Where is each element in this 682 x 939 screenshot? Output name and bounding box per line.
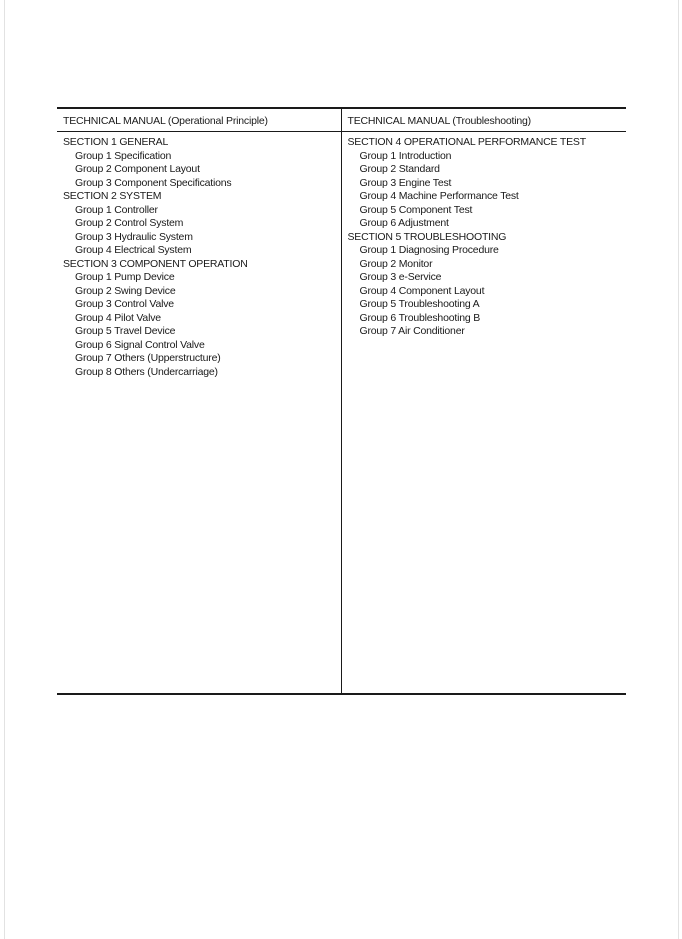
section-heading: SECTION 1 GENERAL — [63, 136, 169, 148]
group-item: Group 2 Standard — [359, 163, 440, 175]
group-item: Group 3 Control Valve — [75, 298, 174, 310]
group-item: Group 7 Air Conditioner — [359, 325, 465, 337]
group-item: Group 3 e-Service — [359, 271, 442, 283]
group-item: Group 1 Diagnosing Procedure — [359, 244, 499, 256]
manual-contents-table — [57, 107, 626, 695]
group-item: Group 5 Travel Device — [75, 325, 176, 337]
operational-principle-list — [57, 132, 341, 379]
group-item: Group 4 Pilot Valve — [75, 311, 161, 324]
section-heading: SECTION 5 TROUBLESHOOTING — [347, 230, 507, 243]
group-item: Group 2 Control System — [75, 217, 184, 229]
group-item: Group 5 Component Test — [359, 203, 473, 216]
troubleshooting-column — [342, 109, 627, 693]
group-item: Group 6 Signal Control Valve — [75, 338, 205, 351]
group-item: Group 3 Engine Test — [359, 176, 452, 189]
group-item: Group 4 Component Layout — [359, 284, 485, 297]
group-item: Group 1 Specification — [75, 149, 172, 162]
group-item: Group 3 Hydraulic System — [75, 230, 193, 243]
group-item: Group 5 Troubleshooting A — [359, 298, 480, 310]
group-item: Group 8 Others (Undercarriage) — [75, 365, 218, 378]
group-item: Group 1 Introduction — [359, 149, 452, 162]
group-item: Group 1 Controller — [75, 203, 158, 216]
group-item: Group 3 Component Specifications — [75, 176, 232, 189]
group-item: Group 4 Electrical System — [75, 244, 192, 256]
group-item: Group 2 Swing Device — [75, 284, 176, 297]
group-item: Group 6 Adjustment — [359, 217, 449, 229]
section-heading: SECTION 4 OPERATIONAL PERFORMANCE TEST — [347, 136, 586, 148]
group-item: Group 2 Component Layout — [75, 163, 200, 175]
operational-principle-column — [57, 109, 342, 693]
troubleshooting-list — [342, 132, 627, 339]
document-page — [4, 0, 679, 939]
troubleshooting-header: TECHNICAL MANUAL (Troubleshooting) — [342, 109, 627, 132]
section-heading: SECTION 3 COMPONENT OPERATION — [63, 257, 248, 270]
group-item: Group 6 Troubleshooting B — [359, 311, 480, 324]
group-item: Group 1 Pump Device — [75, 271, 175, 283]
section-heading: SECTION 2 SYSTEM — [63, 190, 162, 202]
group-item: Group 4 Machine Performance Test — [359, 190, 519, 202]
operational-principle-header: TECHNICAL MANUAL (Operational Principle) — [57, 109, 341, 132]
group-item: Group 2 Monitor — [359, 257, 433, 270]
group-item: Group 7 Others (Upperstructure) — [75, 352, 221, 364]
